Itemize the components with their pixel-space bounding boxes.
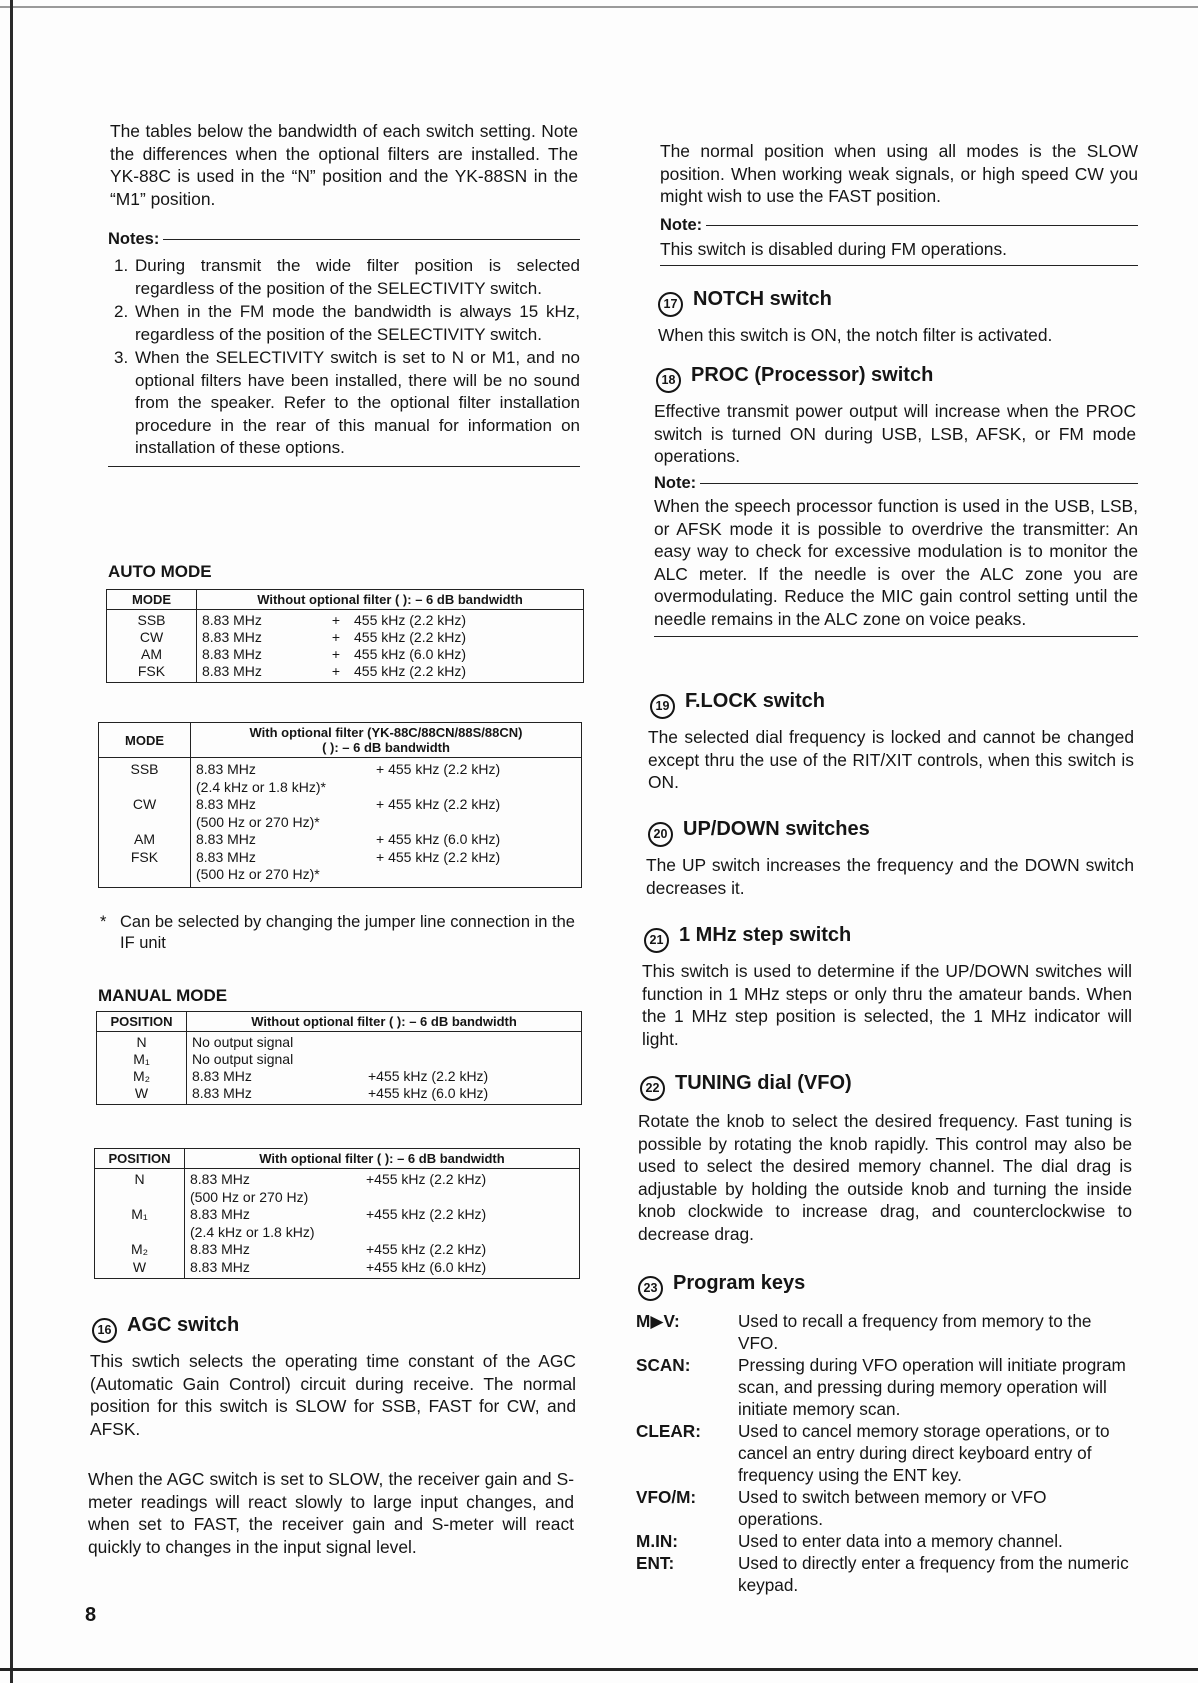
program-key-name: ENT: [636, 1553, 675, 1573]
bandwidth-value: + 455 kHz (2.2 kHz) [376, 848, 501, 865]
plus-sign: + [331, 663, 341, 679]
program-key-name: CLEAR: [636, 1421, 701, 1441]
bandwidth-value: + 455 kHz (2.2 kHz) [376, 761, 501, 777]
table-header-position: POSITION [95, 1149, 185, 1169]
bandwidth-row [196, 814, 576, 832]
mode-value: FSK [130, 848, 159, 865]
note-number: 3. [114, 348, 129, 367]
mode-spacer [99, 866, 190, 884]
if-frequency: 8.83 MHz [192, 1068, 252, 1084]
agc-paragraph-1: This swtich selects the operating time constant of the AGC (Automatic Gain Control) circuit during receive. The normal position for this switch is SLOW for SSB, FAST for CW, and AFSK. [90, 1351, 576, 1439]
agc-note-text: This switch is disabled during FM operations. [660, 239, 1007, 259]
item-number-badge: 23 [638, 1276, 663, 1301]
output-value: No output signal [192, 1051, 294, 1067]
if-frequency: 8.83 MHz [196, 831, 256, 847]
table-header-bandwidth: Without optional filter ( ): – 6 dB bandwidth [197, 590, 584, 610]
tuning-dial-heading [640, 1070, 852, 1101]
flock-switch-heading [650, 688, 825, 719]
program-key-item [636, 1530, 1132, 1552]
bandwidth-value: +455 kHz (2.2 kHz) [366, 1171, 487, 1187]
bandwidth-row [190, 1259, 574, 1277]
proc-note-heading [654, 474, 1138, 493]
bandwidth-row [190, 1241, 574, 1259]
position-value: M₁ [133, 1051, 150, 1067]
mode-cell [99, 758, 191, 888]
mode-value: SSB [130, 761, 159, 777]
bandwidth-value: 455 kHz (2.2 kHz) [354, 612, 467, 628]
auto-mode-title: AUTO MODE [108, 562, 212, 581]
mode-cell [107, 610, 197, 683]
page-number: 8 [85, 1604, 97, 1626]
plus-sign: + [331, 612, 341, 628]
notch-paragraph: When this switch is ON, the notch filter is activated. [658, 325, 1053, 345]
mhz-step-switch-title: 1 MHz step switch [679, 924, 852, 946]
program-key-name: M.IN: [636, 1531, 679, 1551]
table-row [97, 1032, 582, 1105]
bandwidth-row [202, 612, 578, 629]
note-text: During transmit the wide filter position is selected regardless of the position of the SELECTIVITY switch. [135, 256, 580, 298]
agc-switch-heading [92, 1312, 239, 1343]
if-frequency: 8.83 MHz [196, 796, 256, 812]
if-frequency: 8.83 MHz [190, 1206, 250, 1222]
item-number-badge: 18 [656, 368, 681, 393]
agc-note-block [660, 216, 1138, 266]
filter-option: (500 Hz or 270 Hz) [190, 1188, 309, 1205]
mode-value: AM [141, 646, 162, 662]
bandwidth-row [202, 629, 578, 646]
updown-switches-heading [648, 816, 870, 847]
if-frequency: 8.83 MHz [192, 1085, 252, 1101]
bottom-border [0, 1668, 1198, 1671]
position-spacer [95, 1224, 184, 1242]
updown-paragraph: The UP switch increases the frequency and the DOWN switch decreases it. [646, 855, 1134, 898]
program-keys-list [636, 1310, 1132, 1596]
filter-option: (2.4 kHz or 1.8 kHz) [190, 1223, 315, 1240]
bandwidth-cell [197, 610, 584, 683]
table-row [99, 758, 582, 888]
filter-option: (500 Hz or 270 Hz)* [196, 866, 320, 882]
note-number: 1. [114, 256, 129, 275]
if-frequency: 8.83 MHz [202, 646, 262, 662]
program-key-name: M▶V: [636, 1311, 680, 1331]
position-spacer [95, 1189, 184, 1207]
table-header-bandwidth: With optional filter ( ): – 6 dB bandwidth [185, 1149, 580, 1169]
table-row [95, 1169, 580, 1279]
bandwidth-cell [191, 758, 582, 888]
bandwidth-value [366, 1224, 574, 1242]
program-keys-heading [638, 1270, 805, 1301]
note-end-rule [660, 265, 1138, 266]
bandwidth-value: 455 kHz (6.0 kHz) [354, 646, 467, 662]
program-key-description: Used to recall a frequency from memory to the VFO. [738, 1311, 1092, 1353]
bandwidth-row [192, 1085, 576, 1102]
bandwidth-value: + 455 kHz (2.2 kHz) [376, 796, 501, 812]
proc-note-text: When the speech processor function is used in the USB, LSB, or AFSK mode it is possible to overdrive the transmitter: An easy way to check for excessive modulation is to monitor the ALC meter. If the needle is over the ALC zone you are overmodulating. Reduce the MIC gain control setting until the needle remains in the ALC zone on voice peaks. [654, 496, 1138, 629]
notes-heading-rule [163, 239, 580, 240]
footnote-marker: * [100, 913, 107, 931]
bandwidth-row [192, 1051, 576, 1068]
if-frequency: 8.83 MHz [202, 612, 262, 628]
bandwidth-row [202, 663, 578, 680]
bandwidth-row [202, 646, 578, 663]
bandwidth-cell [185, 1169, 580, 1279]
intro-paragraph: The tables below the bandwidth of each switch setting. Note the differences when the optional filters are installed. The YK-88C is used in the “N” position and the YK-88SN in the “M1” position. [110, 121, 578, 209]
notes-end-rule [108, 466, 580, 467]
filter-option: (2.4 kHz or 1.8 kHz)* [196, 778, 326, 795]
flock-switch-title: F.LOCK switch [685, 690, 826, 712]
filter-option: (500 Hz or 270 Hz)* [196, 813, 320, 830]
mode-value: SSB [137, 612, 166, 628]
program-key-description: Used to cancel memory storage operations, or to cancel an entry during direct keyboard entry of frequency using the ENT key. [738, 1421, 1110, 1485]
mode-value: CW [132, 796, 157, 812]
mode-spacer [99, 779, 190, 797]
program-key-description: Used to enter data into a memory channel. [738, 1531, 1063, 1551]
flock-paragraph: The selected dial frequency is locked and cannot be changed except thru the use of the RIT/XIT controls, when this switch is ON. [648, 727, 1134, 792]
position-cell [95, 1169, 185, 1279]
table-header-bandwidth: Without optional filter ( ): – 6 dB bandwidth [187, 1012, 582, 1032]
note-rule [700, 483, 1138, 484]
bandwidth-value: 455 kHz (2.2 kHz) [354, 629, 467, 645]
mode-value: FSK [137, 663, 166, 679]
if-frequency: 8.83 MHz [196, 848, 256, 865]
note-item [108, 255, 580, 300]
if-frequency: 8.83 MHz [196, 761, 256, 777]
agc-note-heading [660, 216, 1138, 235]
program-key-description: Used to switch between memory or VFO operations. [738, 1487, 1047, 1529]
if-frequency: 8.83 MHz [202, 663, 262, 679]
position-value: M₂ [130, 1241, 149, 1257]
program-key-name: VFO/M: [636, 1487, 697, 1507]
note-label: Note: [654, 474, 697, 492]
bandwidth-row [190, 1206, 574, 1224]
item-number-badge: 16 [92, 1318, 117, 1343]
bandwidth-value: +455 kHz (6.0 kHz) [366, 1258, 487, 1275]
note-rule [706, 225, 1138, 226]
program-key-item [636, 1354, 1132, 1420]
table-header-bandwidth [191, 723, 582, 758]
bandwidth-value [376, 779, 576, 797]
bandwidth-row [196, 779, 576, 797]
bandwidth-value: +455 kHz (2.2 kHz) [368, 1068, 489, 1084]
mhz-step-paragraph: This switch is used to determine if the UP/DOWN switches will function in 1 MHz steps or only thru the amateur bands. When the 1 MHz step position is selected, the 1 MHz indicator will light. [642, 961, 1132, 1049]
bandwidth-value: +455 kHz (6.0 kHz) [368, 1085, 489, 1101]
footnote-text: Can be selected by changing the jumper line connection in the IF unit [120, 913, 575, 952]
bandwidth-value [376, 866, 576, 884]
bandwidth-row [196, 866, 576, 884]
program-key-name: SCAN: [636, 1355, 691, 1375]
table-header-bandwidth-line1: With optional filter (YK-88C/88CN/88S/88CN) [249, 725, 523, 740]
table-row [107, 610, 584, 683]
table-header-position: POSITION [97, 1012, 187, 1032]
tuning-dial-title: TUNING dial (VFO) [675, 1072, 852, 1094]
table-header-row [99, 723, 582, 758]
mode-value: AM [134, 831, 155, 847]
manual-mode-title: MANUAL MODE [98, 986, 228, 1005]
bandwidth-row [196, 849, 576, 867]
bandwidth-row [196, 831, 576, 849]
agc-continued-paragraph: The normal position when using all modes is the SLOW position. When working weak signals, or high speed CW you might wish to use the FAST position. [660, 141, 1138, 206]
if-frequency: 8.83 MHz [190, 1241, 250, 1257]
item-number-badge: 22 [640, 1076, 665, 1101]
notch-switch-heading [658, 286, 832, 317]
note-text: When in the FM mode the bandwidth is always 15 kHz, regardless of the position of the SELECTIVITY switch. [135, 302, 580, 344]
note-item [108, 347, 580, 460]
output-value: No output signal [192, 1034, 294, 1050]
proc-switch-heading [656, 362, 933, 393]
item-number-badge: 21 [644, 928, 669, 953]
position-value: N [134, 1171, 145, 1187]
program-keys-title: Program keys [673, 1272, 806, 1294]
footnote [94, 912, 582, 954]
program-key-item [636, 1420, 1132, 1486]
agc-switch-title: AGC switch [127, 1314, 240, 1336]
plus-sign: + [331, 646, 341, 662]
notes-list [108, 255, 580, 460]
bandwidth-value: +455 kHz (2.2 kHz) [366, 1206, 487, 1222]
bandwidth-value [366, 1189, 574, 1207]
notes-heading [108, 230, 580, 249]
program-key-item [636, 1552, 1132, 1596]
position-value: W [134, 1085, 149, 1101]
bandwidth-row [196, 761, 576, 779]
bandwidth-value [368, 1051, 576, 1068]
proc-switch-title: PROC (Processor) switch [691, 364, 934, 386]
table-header-row [95, 1149, 580, 1169]
tuning-paragraph: Rotate the knob to select the desired frequency. Fast tuning is possible by rotating the knob rapidly. This control may also be used to select the desired memory channel. The dial drag is adjustable by holding the outside knob and turning the inside knob clockwide to increase drag, and counterclockwise to decrease drag. [638, 1111, 1132, 1244]
plus-sign: + [331, 629, 341, 645]
bandwidth-value [368, 1034, 576, 1051]
notes-label: Notes: [108, 230, 160, 248]
note-text: When the SELECTIVITY switch is set to N or M1, and no optional filters have been installed, there will be no sound from the speaker. Refer to the optional filter installation procedure in the rear of this manual for information on installation of these options. [135, 348, 580, 457]
bandwidth-row [190, 1171, 574, 1189]
position-value: N [136, 1034, 147, 1050]
bandwidth-row [192, 1068, 576, 1085]
left-border [10, 0, 13, 1683]
bandwidth-value: 455 kHz (2.2 kHz) [354, 663, 467, 679]
position-value: M₁ [131, 1206, 148, 1222]
table-header-bandwidth-line2: ( ): – 6 dB bandwidth [322, 740, 450, 755]
program-key-item [636, 1486, 1132, 1530]
bandwidth-cell [187, 1032, 582, 1105]
note-item [108, 301, 580, 346]
program-key-description: Used to directly enter a frequency from the numeric keypad. [738, 1553, 1129, 1595]
program-key-description: Pressing during VFO operation will initiate program scan, and pressing during memory operation will initiate memory scan. [738, 1355, 1126, 1419]
note-number: 2. [114, 302, 129, 321]
top-border [0, 6, 1198, 8]
note-label: Note: [660, 216, 703, 234]
position-value: W [132, 1258, 147, 1275]
if-frequency: 8.83 MHz [202, 629, 262, 645]
auto-mode-table-without-filter [106, 589, 584, 683]
item-number-badge: 20 [648, 822, 673, 847]
manual-mode-table-with-filter [94, 1148, 580, 1279]
agc-paragraph-2: When the AGC switch is set to SLOW, the receiver gain and S-meter readings will react slowly to large input changes, and when set to FAST, the receiver gain and S-meter will react quickly to changes in the input signal level. [88, 1469, 574, 1557]
item-number-badge: 17 [658, 292, 683, 317]
mode-value: CW [139, 629, 164, 645]
bandwidth-value: +455 kHz (2.2 kHz) [366, 1241, 487, 1257]
position-value: M₂ [132, 1068, 151, 1084]
mhz-step-switch-heading [644, 922, 851, 953]
program-key-item [636, 1310, 1132, 1354]
bandwidth-row [196, 796, 576, 814]
table-header-mode: MODE [99, 723, 191, 758]
bandwidth-row [190, 1189, 574, 1207]
note-end-rule [654, 636, 1138, 637]
mode-spacer [99, 814, 190, 832]
manual-mode-table-without-filter [96, 1011, 582, 1105]
bandwidth-row [192, 1034, 576, 1051]
table-header-row [97, 1012, 582, 1032]
notch-switch-title: NOTCH switch [693, 288, 832, 310]
position-cell [97, 1032, 187, 1105]
proc-note-block [654, 474, 1138, 637]
item-number-badge: 19 [650, 694, 675, 719]
auto-mode-table-with-filter [98, 722, 582, 888]
bandwidth-value: + 455 kHz (6.0 kHz) [376, 831, 501, 847]
if-frequency: 8.83 MHz [190, 1171, 250, 1187]
if-frequency: 8.83 MHz [190, 1258, 250, 1275]
table-header-row [107, 590, 584, 610]
bandwidth-value [376, 814, 576, 832]
table-header-mode: MODE [107, 590, 197, 610]
updown-switches-title: UP/DOWN switches [683, 818, 870, 840]
notes-block [108, 222, 580, 467]
bandwidth-row [190, 1224, 574, 1242]
proc-paragraph: Effective transmit power output will increase when the PROC switch is turned ON during USB, LSB, AFSK, or FM mode operations. [654, 401, 1136, 466]
